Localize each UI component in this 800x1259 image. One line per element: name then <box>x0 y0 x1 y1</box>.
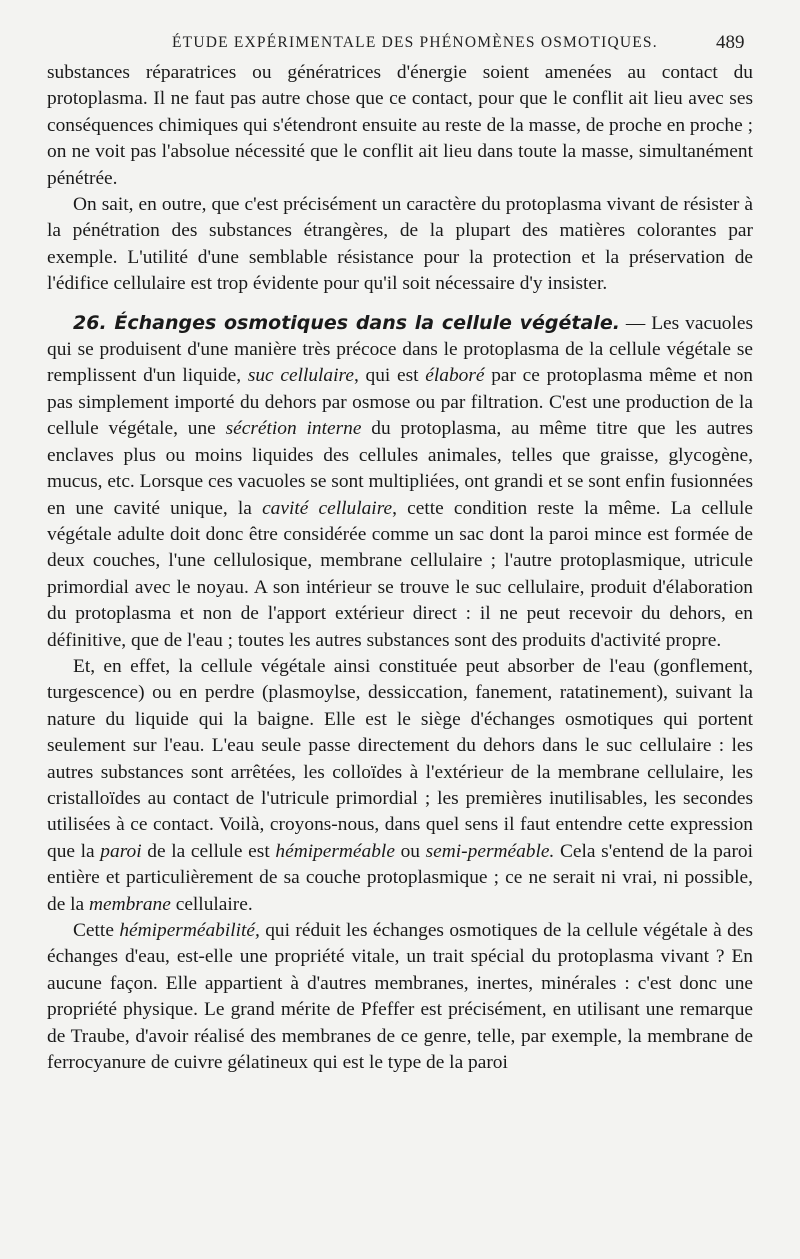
paragraph-section-26 <box>47 310 753 654</box>
italic-term: cavité cellulaire <box>262 497 393 519</box>
page-header <box>0 30 800 60</box>
paragraph-4 <box>47 654 753 918</box>
text-run: , qui est <box>353 365 426 387</box>
text-run: cellulaire. <box>170 893 253 915</box>
italic-term: hémiperméable <box>275 840 395 862</box>
paragraph-5 <box>47 918 753 1076</box>
italic-term: hémiperméabilité, <box>119 920 260 941</box>
text-run: par ce protoplasma même et non pas simplement importé du dehors par osmose ou par filtration. C'est une production de la cellule végétale, une <box>47 365 754 440</box>
text-run: ou <box>394 840 426 862</box>
italic-term: élaboré <box>425 365 485 387</box>
italic-term: suc cellulaire <box>247 365 354 387</box>
text-run: de la cellule est <box>141 840 276 862</box>
text-run: , cette condition reste la même. La cellule végétale adulte doit donc être considérée comme un sac dont la paroi mince est formée de deux couches, l'une cellulosique, membrane cellulaire ; l'autre protoplasmique, utricule primordial avec le noyau. A son intérieur se trouve le suc cellulaire, produit d'élaboration du protoplasma et non de l'apport extérieur direct : il ne peut recevoir du dehors, en définitive, que de l'eau ; toutes les autres substances sont des produits d'activité propre. <box>47 497 753 651</box>
italic-term: paroi <box>100 840 142 862</box>
body-text <box>47 60 753 1076</box>
text-run: qui réduit les échanges osmotiques de la cellule végétale à des échanges d'eau, est-elle une propriété vitale, un trait spécial du protoplasma vivant ? En aucune façon. Elle appartient à d'autres membranes, inertes, minérales : c'est donc une propriété physique. Le grand mérite de Pfeffer est précisément, en utilisant une remarque de Traube, d'avoir réalisé des membranes de ce genre, telle, par exemple, la membrane de ferrocyanure de cuivre gélatineux qui est le type de la paroi <box>47 920 753 1074</box>
italic-term: semi-perméable. <box>425 840 555 862</box>
page-number: 489 <box>716 32 745 53</box>
paragraph-1: substances réparatrices ou génératrices d'énergie soient amenées au contact du protoplasma. Il ne faut pas autre chose que ce contact, pour que le conflit ait lieu avec ses conséquences chimiques qui s'étendront ensuite au reste de la masse, de proche en proche ; on ne voit pas l'absolue nécessité que le conflit ait lieu dans toute la masse, simultanément pénétrée. <box>47 62 753 189</box>
italic-term: membrane <box>89 893 171 915</box>
text-run: Et, en effet, la cellule végétale ainsi constituée peut absorber de l'eau (gonflement, turgescence) ou en perdre (plasmoylse, dessiccation, fanement, ratatinement), suivant la nature du liquide qui la baigne. Elle est le siège d'échanges osmotiques qui portent seulement sur l'eau. L'eau seule passe directement du dehors dans le suc cellulaire : les autres substances sont arrêtées, les colloïdes à l'extérieur de la membrane cellulaire, les cristalloïdes au contact de l'utricule primordial ; les premières inutilisables, les secondes utilisées à ce contact. Voilà, croyons-nous, dans quel sens il faut entendre cette expression que la <box>47 655 753 862</box>
text-run: du protoplasma, au même titre que les autres enclaves plus ou moins liquides des cellules animales, telles que graisse, glycogène, mucus, etc. Lorsque ces vacuoles se sont multipliées, ont grandi et se sont enfin fusionnées en une cavité unique, la <box>47 418 753 519</box>
italic-term: sécrétion interne <box>225 418 362 440</box>
text-run: — Les vacuoles qui se produisent d'une manière très précoce dans le protoplasma de la cellule végétale se remplissent d'un liquide, <box>47 312 753 387</box>
text-run: Cette <box>73 920 120 941</box>
text-run: Cela s'entend de la paroi entière et particulièrement de sa couche protoplasmique ; ce ne serait ni vrai, ni possible, de la <box>47 840 753 915</box>
section-title: 26. Échanges osmotiques dans la cellule végétale. <box>73 311 620 334</box>
running-title: ÉTUDE EXPÉRIMENTALE DES PHÉNOMÈNES OSMOTIQUES. <box>172 34 658 51</box>
paragraph-2: On sait, en outre, que c'est précisément un caractère du protoplasma vivant de résister à la pénétration des substances étrangères, de la plupart des matières colorantes par exemple. L'utilité d'une semblable résistance pour la protection et la préservation de l'édifice cellulaire est trop évidente pour qu'il soit nécessaire d'y insister. <box>47 194 753 295</box>
